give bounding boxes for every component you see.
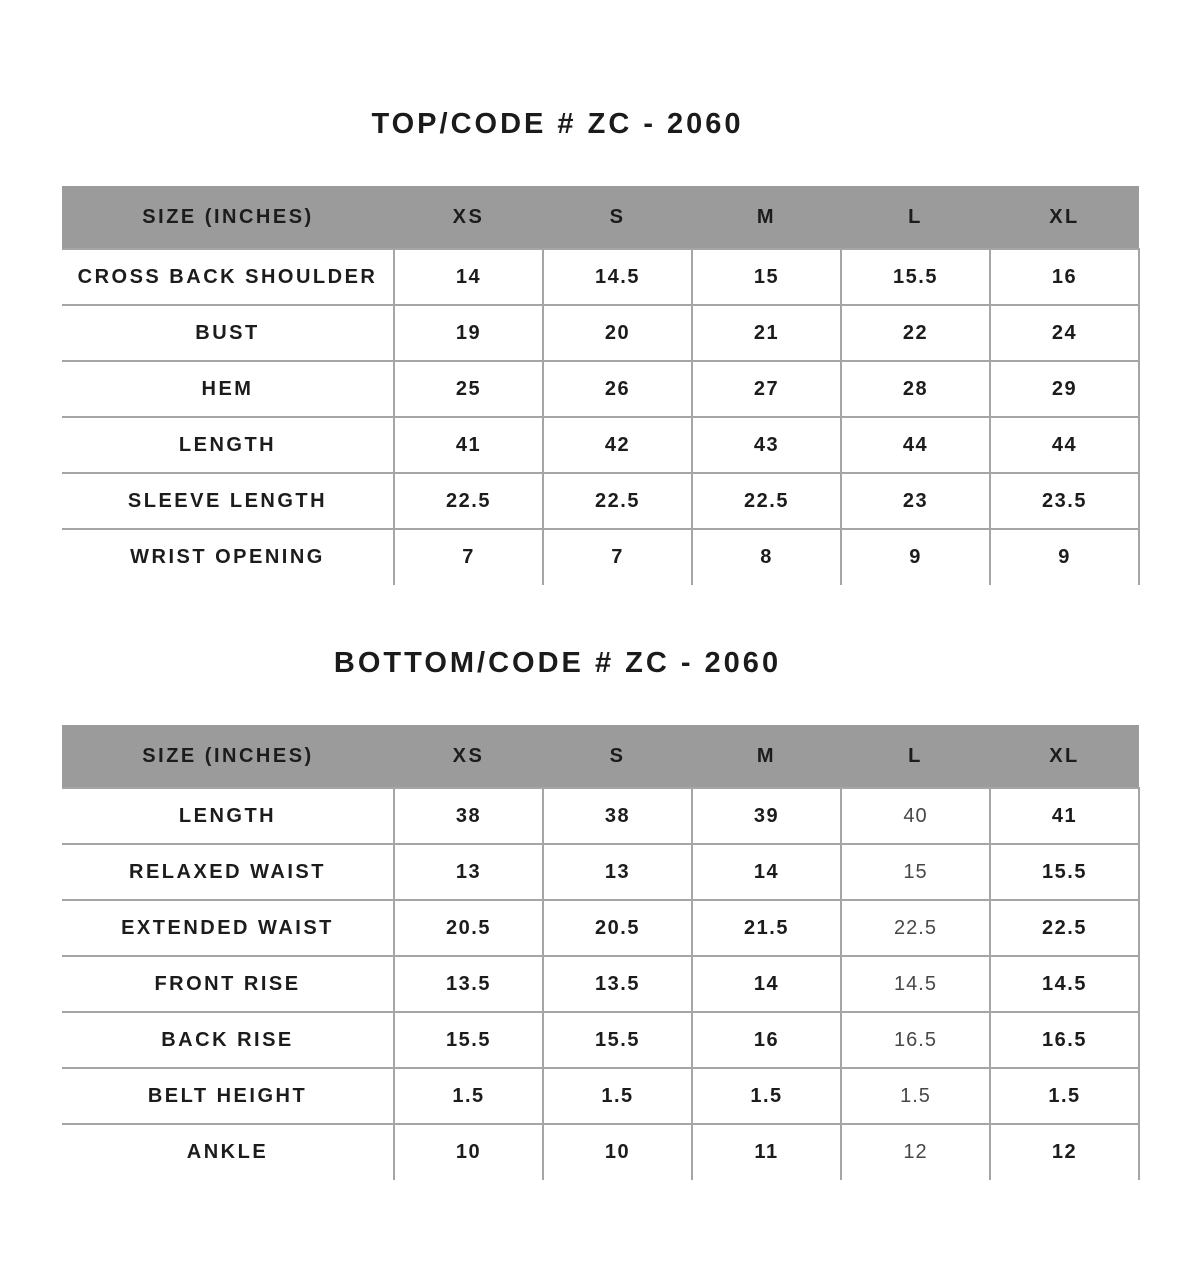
size-value: 44 [990,417,1139,473]
column-header-xs: XS [394,186,543,249]
size-value: 11 [692,1124,841,1180]
size-value: 1.5 [394,1068,543,1124]
table-row [62,788,1139,844]
size-value: 41 [394,417,543,473]
size-value: 14.5 [990,956,1139,1012]
table-row [62,305,1139,361]
size-value: 26 [543,361,692,417]
row-label: BELT HEIGHT [62,1068,394,1124]
size-value: 38 [543,788,692,844]
size-value: 23.5 [990,473,1139,529]
size-value: 12 [841,1124,990,1180]
size-value: 13 [543,844,692,900]
row-label: LENGTH [62,417,394,473]
size-value: 22.5 [394,473,543,529]
table-row [62,361,1139,417]
size-value: 10 [543,1124,692,1180]
size-value: 14 [692,956,841,1012]
size-value: 40 [841,788,990,844]
top-size-chart-section [62,106,1200,585]
size-value: 22.5 [543,473,692,529]
size-value: 19 [394,305,543,361]
size-value: 27 [692,361,841,417]
table-row [62,900,1139,956]
bottom-size-chart-section [62,645,1200,1180]
size-value: 41 [990,788,1139,844]
table-row [62,1012,1139,1068]
size-value: 7 [543,529,692,585]
size-value: 13 [394,844,543,900]
size-value: 12 [990,1124,1139,1180]
size-value: 42 [543,417,692,473]
column-header-m: M [692,186,841,249]
column-header-m: M [692,725,841,788]
column-header-size: SIZE (INCHES) [62,725,394,788]
size-value: 9 [841,529,990,585]
size-value: 25 [394,361,543,417]
row-label: HEM [62,361,394,417]
size-value: 14.5 [841,956,990,1012]
size-value: 23 [841,473,990,529]
row-label: ANKLE [62,1124,394,1180]
table-row [62,249,1139,305]
column-header-l: L [841,186,990,249]
bottom-size-table [62,725,1140,1180]
row-label: FRONT RISE [62,956,394,1012]
size-value: 20 [543,305,692,361]
size-value: 1.5 [990,1068,1139,1124]
size-value: 10 [394,1124,543,1180]
column-header-s: S [543,725,692,788]
row-label: CROSS BACK SHOULDER [62,249,394,305]
bottom-size-chart-title: BOTTOM/CODE # ZC - 2060 [333,647,782,679]
column-header-s: S [543,186,692,249]
table-body [62,249,1139,585]
table-row [62,1068,1139,1124]
table-header-row [62,186,1139,249]
size-value: 39 [692,788,841,844]
top-size-chart-title: TOP/CODE # ZC - 2060 [371,108,744,140]
size-value: 22 [841,305,990,361]
column-header-size: SIZE (INCHES) [62,186,394,249]
size-value: 24 [990,305,1139,361]
row-label: WRIST OPENING [62,529,394,585]
size-value: 15.5 [543,1012,692,1068]
size-value: 22.5 [692,473,841,529]
size-value: 44 [841,417,990,473]
row-label: BACK RISE [62,1012,394,1068]
column-header-xl: XL [990,186,1139,249]
size-value: 8 [692,529,841,585]
column-header-xl: XL [990,725,1139,788]
row-label: RELAXED WAIST [62,844,394,900]
size-value: 21.5 [692,900,841,956]
row-label: BUST [62,305,394,361]
size-value: 22.5 [990,900,1139,956]
size-value: 9 [990,529,1139,585]
table-row [62,473,1139,529]
size-value: 43 [692,417,841,473]
column-header-l: L [841,725,990,788]
size-value: 13.5 [394,956,543,1012]
table-row [62,956,1139,1012]
size-value: 22.5 [841,900,990,956]
row-label: EXTENDED WAIST [62,900,394,956]
size-value: 38 [394,788,543,844]
top-size-table [62,186,1140,585]
table-row [62,844,1139,900]
size-value: 15.5 [990,844,1139,900]
size-value: 15 [841,844,990,900]
size-value: 15.5 [394,1012,543,1068]
size-value: 29 [990,361,1139,417]
size-value: 1.5 [543,1068,692,1124]
size-value: 14 [394,249,543,305]
size-value: 15 [692,249,841,305]
size-value: 21 [692,305,841,361]
size-value: 20.5 [394,900,543,956]
size-value: 20.5 [543,900,692,956]
size-value: 14.5 [543,249,692,305]
size-value: 15.5 [841,249,990,305]
size-value: 13.5 [543,956,692,1012]
row-label: LENGTH [62,788,394,844]
size-value: 16.5 [990,1012,1139,1068]
table-row [62,529,1139,585]
size-value: 7 [394,529,543,585]
row-label: SLEEVE LENGTH [62,473,394,529]
size-value: 1.5 [692,1068,841,1124]
table-body [62,788,1139,1180]
column-header-xs: XS [394,725,543,788]
size-value: 16 [990,249,1139,305]
size-value: 16 [692,1012,841,1068]
size-value: 14 [692,844,841,900]
table-row [62,1124,1139,1180]
size-value: 28 [841,361,990,417]
size-value: 1.5 [841,1068,990,1124]
table-header-row [62,725,1139,788]
size-value: 16.5 [841,1012,990,1068]
table-row [62,417,1139,473]
